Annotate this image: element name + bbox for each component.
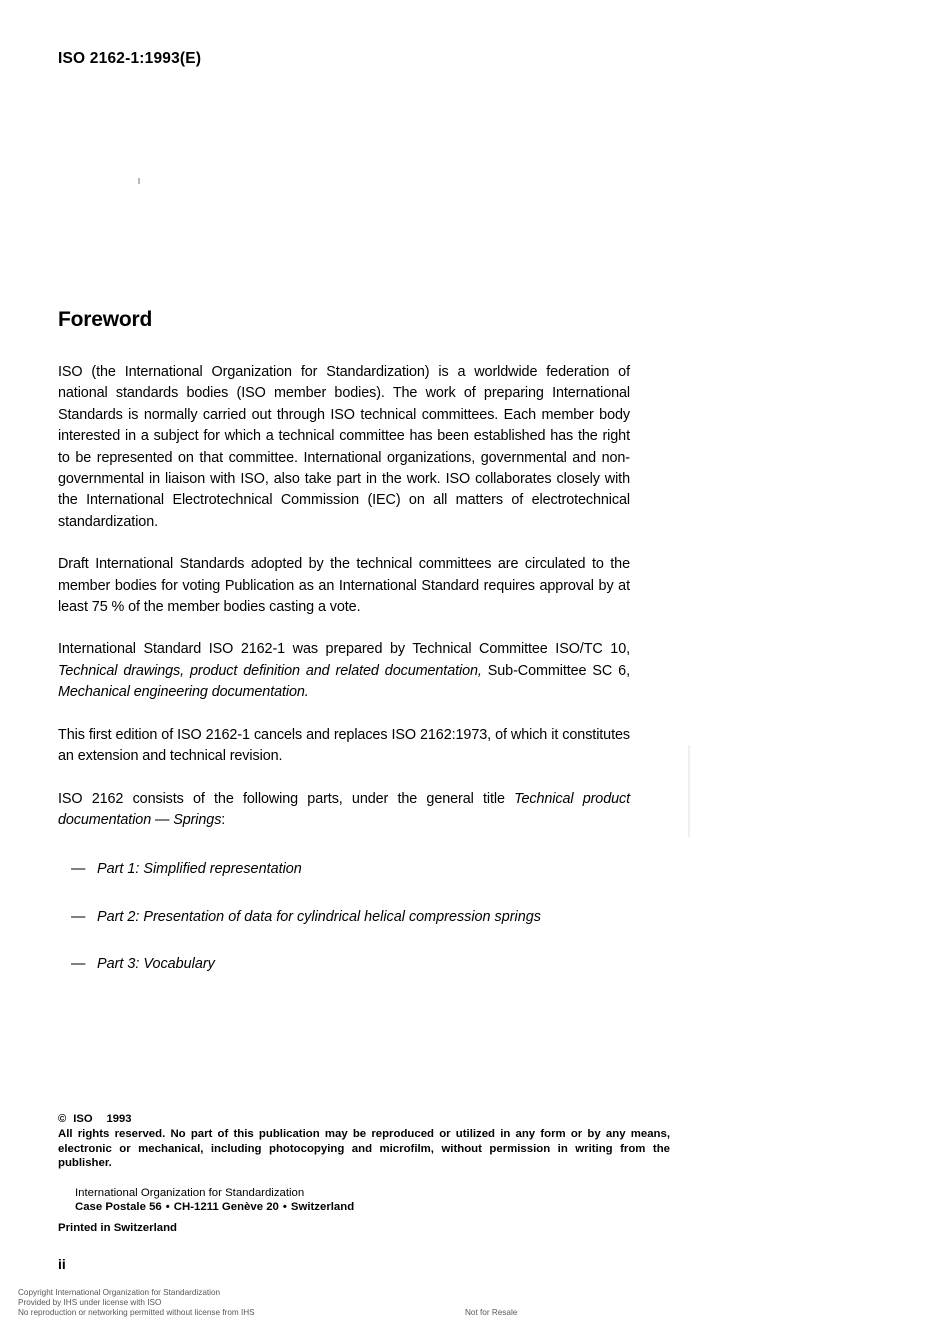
bullet-separator-icon: • (165, 1201, 170, 1214)
em-dash-bullet-icon: — (71, 956, 86, 973)
scan-artifact-speck (138, 178, 140, 184)
ihs-footer-line-2: Provided by IHS under license with ISO (18, 1298, 162, 1308)
address-postale: Case Postale 56 (75, 1201, 162, 1214)
ihs-not-for-resale: Not for Resale (465, 1308, 518, 1317)
ihs-footer-line-1: Copyright International Organization for Standardization (18, 1288, 221, 1297)
committee-mid-text: Sub-Committee SC 6, (481, 662, 630, 679)
document-header-standard-ref: ISO 2162-1:1993(E) (58, 50, 202, 67)
copyright-year: 1993 (106, 1113, 132, 1125)
foreword-paragraph-1: ISO (the International Organization for Standardization) is a worldwide federation of national standards bodies (ISO member bodies). The work of preparing International Standards is normally carried out through ISO technical committees. Each member body interested in a subject for which a technical committee has been established has the right to be represented on that committee. International organizations, governmental and non-governmental in liaison with ISO, also take part in the work. ISO collaborates closely with the International Electrotechnical Commission (IEC) on all matters of electrotechnical standardization. (58, 364, 630, 530)
parts-intro-general-title: Technical product documentation — Springs (58, 790, 630, 828)
copyright-block (58, 1113, 670, 1171)
parts-intro-lead: ISO 2162 consists of the following parts, under the general title (58, 790, 515, 807)
list-item-label: Part 2: Presentation of data for cylindrical helical compression springs (97, 908, 541, 925)
publisher-address-block (75, 1186, 354, 1215)
em-dash-bullet-icon: — (71, 861, 86, 878)
committee-title-italic-2: Mechanical engineering documentation. (58, 684, 309, 701)
ihs-license-footer (18, 1288, 255, 1319)
bullet-separator-icon: • (282, 1201, 287, 1214)
list-item-label: Part 1: Simplified representation (97, 861, 302, 878)
copyright-notice-text: All rights reserved. No part of this publication may be reproduced or utilized in any form or by any means, electronic or mechanical, including photocopying and microfilm, without permission in writing from the publisher. (58, 1128, 670, 1170)
foreword-paragraph-committee (58, 639, 630, 703)
list-item (58, 954, 630, 975)
copyright-org-short: ISO (73, 1113, 93, 1125)
list-item-label: Part 3: Vocabulary (97, 956, 215, 973)
copyright-symbol-icon: © (58, 1113, 67, 1125)
committee-title-italic-1: Technical drawings, product definition and related documentation, (58, 662, 482, 679)
list-item (58, 859, 630, 880)
page-title: Foreword (58, 308, 153, 331)
printed-in-line: Printed in Switzerland (58, 1222, 177, 1234)
publisher-org-name: International Organization for Standardization (75, 1187, 305, 1199)
scan-artifact-margin-streak (688, 745, 690, 837)
foreword-section (58, 308, 630, 976)
address-city: CH-1211 Genève 20 (173, 1201, 279, 1214)
em-dash-bullet-icon: — (71, 908, 86, 925)
foreword-paragraph-2: Draft International Standards adopted by the technical committees are circulated to the member bodies for voting Publication as an International Standard requires approval by at least 75 % of the member bodies casting a vote. (58, 556, 630, 616)
publisher-address-line (75, 1200, 354, 1214)
list-item (58, 907, 630, 928)
foreword-paragraph-edition: This first edition of ISO 2162-1 cancels and replaces ISO 2162:1973, of which it constitutes an extension and technical revision. (58, 726, 630, 765)
committee-lead-text: International Standard ISO 2162-1 was prepared by Technical Committee ISO/TC 10, (58, 641, 630, 658)
copyright-line (58, 1113, 670, 1125)
ihs-footer-line-3: No reproduction or networking permitted without license from IHS (18, 1308, 255, 1318)
foreword-paragraph-parts-intro (58, 789, 630, 832)
address-country: Switzerland (290, 1201, 355, 1214)
parts-intro-tail: : (221, 811, 226, 828)
page-number: ii (58, 1256, 66, 1272)
parts-list (58, 859, 630, 975)
